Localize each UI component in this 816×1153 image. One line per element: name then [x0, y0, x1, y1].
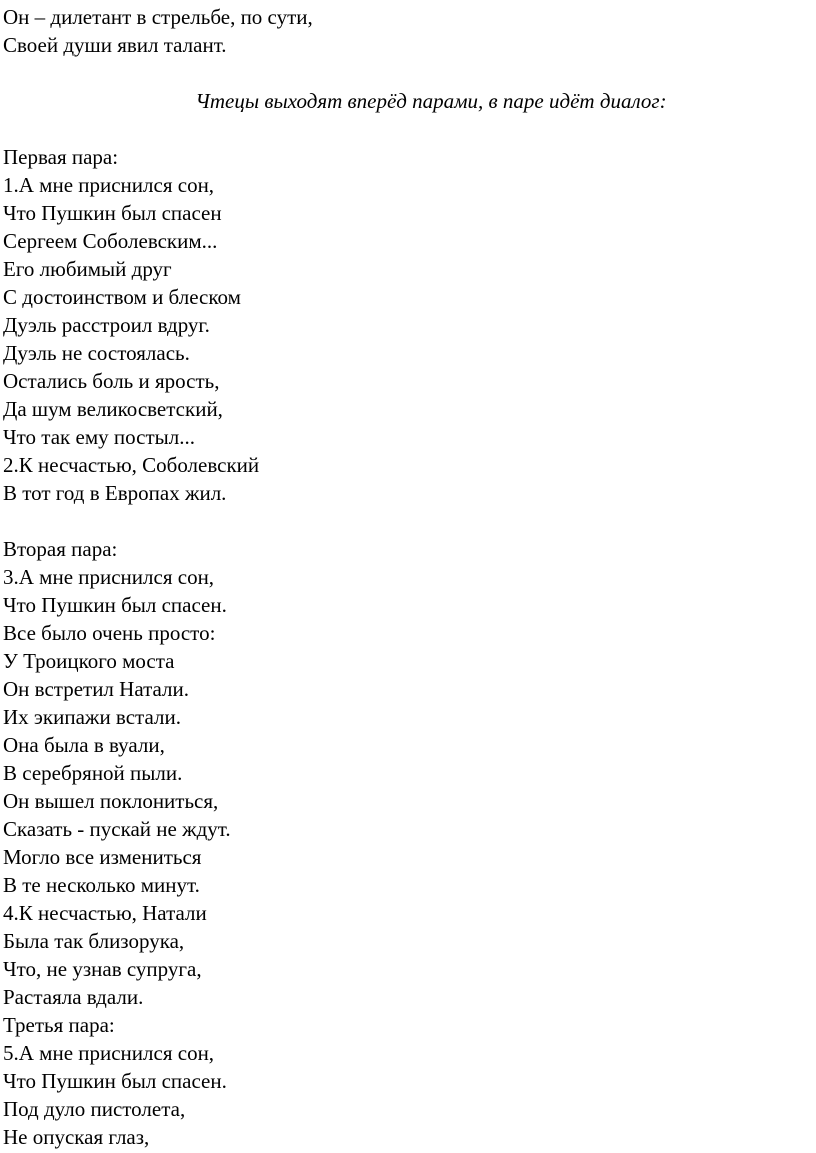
verse-line: В серебряной пыли. — [3, 761, 183, 785]
verse-line: Что, не узнав супруга, — [3, 957, 202, 981]
verse-line: Его любимый друг — [3, 257, 172, 281]
poem-text — [3, 3, 803, 1151]
blank-line — [3, 59, 803, 87]
blank-line — [3, 507, 803, 535]
verse-line: 4.К несчастью, Натали — [3, 901, 207, 925]
verse-line: Дуэль расстроил вдруг. — [3, 313, 210, 337]
verse-line: Да шум великосветский, — [3, 397, 223, 421]
verse-line: Он вышел поклониться, — [3, 789, 219, 813]
verse-line: Под дуло пистолета, — [3, 1097, 186, 1121]
verse-line: В тот год в Европах жил. — [3, 481, 227, 505]
verse-line: Их экипажи встали. — [3, 705, 181, 729]
verse-line: Что Пушкин был спасен. — [3, 593, 227, 617]
verse-line: Сергеем Соболевским... — [3, 229, 218, 253]
verse-line: У Троицкого моста — [3, 649, 175, 673]
verse-line: Все было очень просто: — [3, 621, 216, 645]
verse-line: 5.А мне приснился сон, — [3, 1041, 215, 1065]
verse-line: Он встретил Натали. — [3, 677, 190, 701]
verse-line: Что Пушкин был спасен — [3, 201, 222, 225]
verse-line: Что так ему постыл... — [3, 425, 195, 449]
blank-line — [3, 115, 803, 143]
verse-line: Не опуская глаз, — [3, 1125, 150, 1149]
intro-line: Своей души явил талант. — [3, 33, 227, 57]
verse-line: Могло все измениться — [3, 845, 202, 869]
pair-heading: Третья пара: — [3, 1013, 115, 1037]
verse-line: Остались боль и ярость, — [3, 369, 220, 393]
verse-line: 3.А мне приснился сон, — [3, 565, 215, 589]
verse-line: Была так близорука, — [3, 929, 185, 953]
pair-heading: Первая пара: — [3, 145, 119, 169]
verse-line: Растаяла вдали. — [3, 985, 144, 1009]
verse-line: С достоинством и блеском — [3, 285, 241, 309]
intro-line: Он – дилетант в стрельбе, по сути, — [3, 5, 313, 29]
verse-line: 1.А мне приснился сон, — [3, 173, 215, 197]
stage-direction: Чтецы выходят вперёд парами, в паре идёт диалог: — [195, 89, 667, 113]
verse-line: Сказать - пускай не ждут. — [3, 817, 231, 841]
verse-line: 2.К несчастью, Соболевский — [3, 453, 260, 477]
verse-line: Что Пушкин был спасен. — [3, 1069, 227, 1093]
pair-heading: Вторая пара: — [3, 537, 118, 561]
verse-line: В те несколько минут. — [3, 873, 200, 897]
verse-line: Дуэль не состоялась. — [3, 341, 190, 365]
verse-line: Она была в вуали, — [3, 733, 165, 757]
